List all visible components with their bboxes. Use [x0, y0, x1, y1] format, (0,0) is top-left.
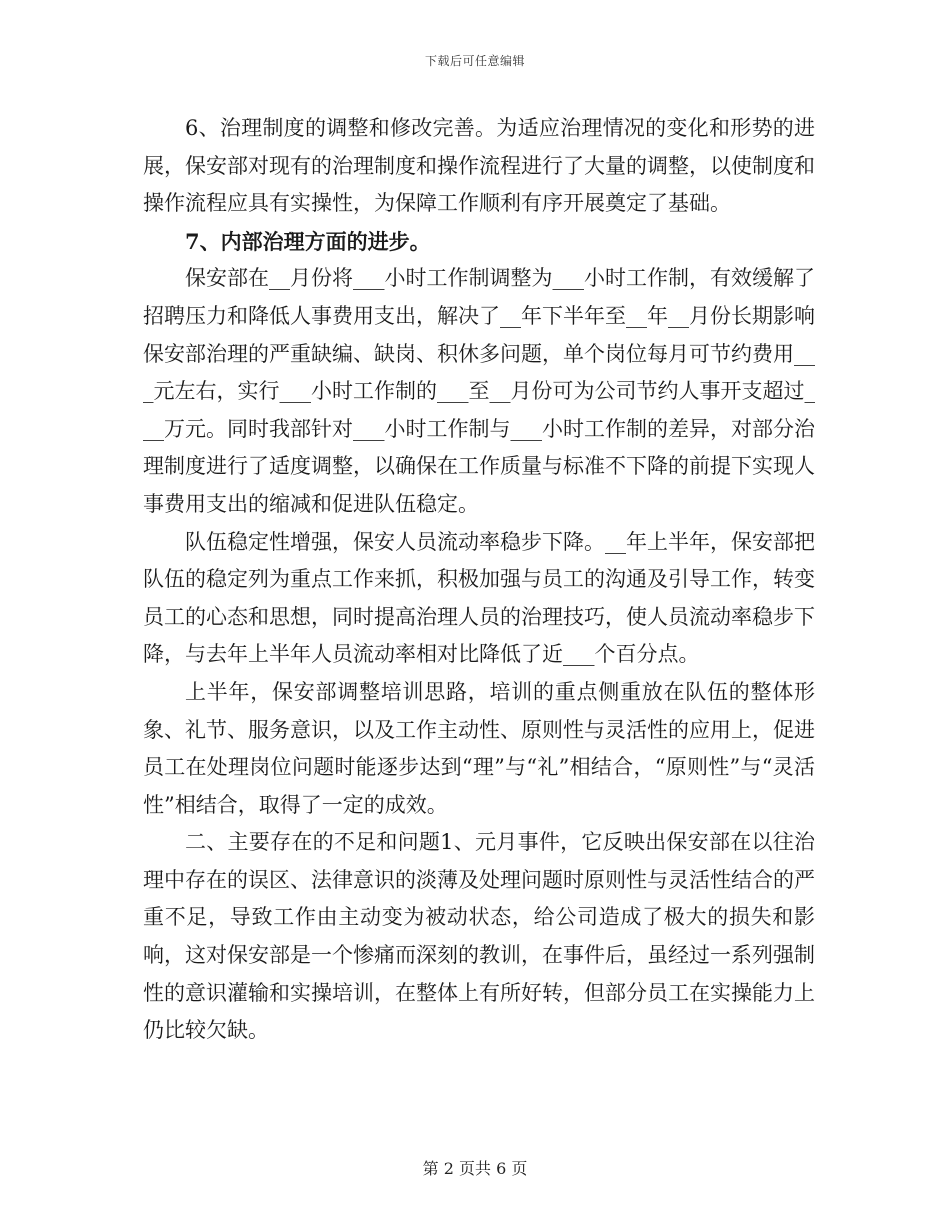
section-heading-internal-governance: 7、内部治理方面的进步。 [185, 228, 431, 254]
paragraph-work-hours-adjustment: 保安部在__月份将___小时工作制调整为___小时工作制，有效缓解了招聘压力和降低人事费用支出，解决了__年下半年至__年__月份长期影响保安部治理的严重缺编、缺岗、积休多问题，单个岗位每月可节约费用___元左右，实行___小时工作制的___至__月份可为公司节约人事开支超过___万元。同时我部针对___小时工作制与___小时工作制的差异，对部分治理制度进行了适度调整，以确保在工作质量与标准不下降的前提下实现人事费用支出的缩减和促进队伍稳定。 [143, 266, 815, 516]
paragraph-governance-system: 6、治理制度的调整和修改完善。为适应治理情况的变化和形势的进展，保安部对现有的治理制度和操作流程进行了大量的调整，以使制度和操作流程应具有实操性，为保障工作顺利有序开展奠定了基础。 [143, 116, 815, 216]
paragraph-team-stability: 队伍稳定性增强，保安人员流动率稳步下降。__年上半年，保安部把队伍的稳定列为重点工作来抓，积极加强与员工的沟通及引导工作，转变员工的心态和思想，同时提高治理人员的治理技巧，使人员流动率稳步下降，与去年上半年人员流动率相对比降低了近___个百分点。 [143, 529, 815, 667]
page-number-footer: 第 2 页共 6 页 [422, 1159, 528, 1178]
document-body [143, 110, 815, 1050]
paragraph-shortcomings: 二、主要存在的不足和问题1、元月事件，它反映出保安部在以往治理中存在的误区、法律意识的淡薄及处理问题时原则性与灵活性结合的严重不足，导致工作由主动变为被动状态，给公司造成了极大的损失和影响，这对保安部是一个惨痛而深刻的教训，在事件后，虽经过一系列强制性的意识灌输和实操培训，在整体上有所好转，但部分员工在实操能力上仍比较欠缺。 [143, 830, 815, 1043]
paragraph-training: 上半年，保安部调整培训思路，培训的重点侧重放在队伍的整体形象、礼节、服务意识，以及工作主动性、原则性与灵活性的应用上，促进员工在处理岗位问题时能逐步达到“理”与“礼”相结合，“原则性”与“灵活性”相结合，取得了一定的成效。 [143, 679, 815, 817]
page-header: 下载后可任意编辑 [424, 54, 525, 68]
